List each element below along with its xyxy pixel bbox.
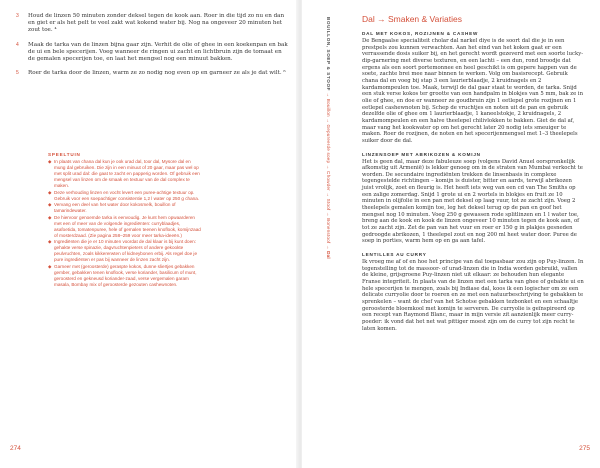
arrow-icon: → bbox=[326, 244, 331, 252]
running-head-item: Chowder bbox=[326, 171, 331, 191]
tip-text: Deze verhouding linzen en vocht levert een puree-achtige textuur op. Gebruik voor een soepachtiger consistentie 1,2 l water op 250 g chana. bbox=[54, 189, 200, 201]
tip-text: De hiervoor genoemde tarka is eenvoudig. Je kunt hem opwaarderen met een of meer van de volgende ingrediënten: curryblaadjes, asafoetida, tomatenpuree, hele of gemalen teenen knoflook, komijnzaad of mosterdzaad. (Zie pagina 258–259 voor meer tarka-ideeën.) bbox=[54, 214, 201, 238]
variation bbox=[362, 31, 584, 145]
variations-content bbox=[362, 14, 584, 339]
step-text: Houd de linzen 50 minuten zonder deksel tegen de kook aan. Roer in die tijd zo nu en dan en giet er als het pelt te veel zakt wat kokend water bij. Nog na ongeveer 20 minuten het zout toe. ⁴ bbox=[28, 13, 285, 34]
arrow-icon: → bbox=[326, 118, 331, 125]
section-title: Dal → Smaken & Variaties bbox=[362, 14, 462, 24]
running-head-item: Gepureerde soep bbox=[326, 124, 331, 164]
running-head-item: Bouillon bbox=[326, 98, 331, 117]
tip-text: Garneer met (geroosterde) geraspte kokos, dunne sliertjes gebakken gember, gebakken tenen knoflook, verse koriander, basilicum of munt, geroosterd en gekneusd koriander-zaad, verse vergemalen garam masala, Bombay mix of geroosterde gezouten cashewnoten. bbox=[54, 263, 197, 287]
arrow-icon: → bbox=[326, 192, 331, 199]
right-page bbox=[302, 0, 600, 468]
tip-item bbox=[48, 190, 203, 202]
tip-item bbox=[48, 239, 203, 263]
variation-heading: LENTILLES AU CURRY bbox=[362, 252, 427, 258]
step-number: 5 bbox=[16, 70, 19, 77]
tip-item bbox=[48, 264, 203, 288]
running-head-book: BOUILLON, SOEP & STOOF bbox=[326, 17, 331, 92]
page-number-left: 274 bbox=[10, 445, 21, 452]
tip-text: Vervang een deel van het water door kokosmelk, bouillon of tamarindewater. bbox=[54, 202, 176, 213]
recipe-step bbox=[16, 70, 290, 77]
tip-item bbox=[48, 215, 203, 239]
variation-heading: DAL MET KOKOS, ROZIJNEN & CASHEW bbox=[362, 31, 479, 36]
bullet-icon: ◆ bbox=[48, 189, 52, 195]
step-number: 3 bbox=[16, 13, 19, 19]
variation-body: De Bengaalse specialiteit cholar dal narkel diye is de soort dal die je in een prestpels zou kunnen verwachten. Aan het eind van het koken gaat er een verrassende dosis suiker bij, en het gerecht wordt gezeverd met een soorte lucky-dip-garnering met diverse texturen, en een lachti – een dun, rond broodje dat ergens als een soort portemonnee en heel geschikt is om gepere happen van de soete, zachte brei mee naar binnen te werken. Volg om basisrecept. Gebruik chana dal en voeg bij stap 3 een laurierblaadje, 2 kruidnagels en 2 kardamompeulen toe. Maak, terwijl de dal gaar staat te worden, de tarka. Snijd een stuk verse kokos ter grootte van een handpalm in blokjes van 5 mm, bak ze in olie of ghee, en doe er wanneer ze goudbruin zijn 1 eetlepel grote rozijnen en 1 eetlepel cashewnoten bij. Schep de vruchtjes en noten uit de pan en gebruik dezelfde olie of ghee om 1 laurierblaadje, 1 kaneelstokje, 2 kruidnagels, 2 kardamompeulen en een halve theelepel chilivlokken te bakken. Giet de dal af, maar vang het kookwater op om het gerecht later 20 nodig iets smeuiger te maken. Roer de rozijnen, de noten en het specerijenmengsel met 1–3 theelepels suiker door de dal. bbox=[362, 38, 584, 144]
bullet-icon: ◆ bbox=[48, 214, 52, 220]
step-number: 4 bbox=[16, 41, 19, 48]
bullet-icon: ◆ bbox=[48, 202, 52, 207]
tips-heading: SPEELTUIN bbox=[48, 152, 81, 157]
bullet-icon: ◆ bbox=[48, 159, 52, 164]
bullet-icon: ◆ bbox=[48, 263, 52, 269]
arrow-icon: → bbox=[326, 211, 331, 219]
tip-text: Ingrediënten die je er 10 minuten voordat de dal klaar is bij kunt doen: gehakte verse spinazie, dagvruchtenpieters of andere gekookte peulvruchten, zoals kikkererwten of kidneybonen erbij. Als regel doe je pure ingrediënten er pas bij wanneer de linzen zacht zijn. bbox=[54, 239, 197, 262]
step-text: Maak de tarka van de linzen bijna gaar zijn. Verhit de olie of ghee in een koekenpan en bak de ui en bele specerijen. Voeg wanneer de ringen ui zacht en lichtbruin zijn de tomaat en de gemalen specerijen toe, en laat het mengsel nog een minuut bakken. bbox=[28, 41, 288, 63]
step-text: Roer de tarka door de linzen, warm ze zo nodig nog even op en garneer ze als je dat wilt. ⁶ bbox=[28, 70, 286, 77]
variation-body: Ik vroeg me af of en hoe het principe van dal toepasbaar zou zijn op Puy-linzen. In tegenstelling tot de massoor- of urad-linzen die in India worden gebruikt, vallen de kleine, grijsgroene Puy-linzen niet uit elkaar: ze behouden hun elegante Franse integriteit. In plaats van de linzen met een tarka van ghee of gebakte ui en hele specerijen te mengen, zoals bij Indiase dal, koos ik een logischer om ze een delicate curryolie door te roeren en ze met een natuurbeschrijving te gebakken te sprenkelen – want de chef van het Schotse gebakken tezbonket en een schaaltje geroosterde bloemkool met komijn te serveren. De curryolie is geïnspireerd op een recept van Raymond Blanc, maar in mijn versie zit aanzienlijk meer curry-poeder: ik vond dat het net wat pittiger moest zijn om de curry tot zijn recht te laten komen. bbox=[362, 259, 584, 332]
variation bbox=[362, 152, 584, 246]
running-head-text bbox=[326, 17, 331, 259]
variation-body: Het is geen dal, maar deze fabuleuze soep (volgens David Anuel oorspronkelijk afkomstig uit Armenië) is lekker genoeg om in de straten van Mumbai verkocht te worden. De secundaire ingrediënten trekken de linsenbasis in complexe tegengestelde richtingen – komijn is duister, bitter en aards, terwijl abrikozen juist vrolijk, zoet en fleurig is. Het heeft iets weg van een cd van The Smiths op een zalige zomerdag. Snijd 1 grote ui en 2 wortels in blokjes en fruit ze 10 minuten in olijfolie in een pan met deksel op laag vuur, tot ze zacht zijn. Voeg 2 theelepels gemalen komijn toe, leg het deksel terug op de pan en goof het mengsel nog 10 minuten. Voeg 250 g gewassen rode splitlinzen en 1 l water toe, breng aan de kook en kook de linzen ongeveer 10 minuten tegen de kook aan, of tot ze zacht zijn. Zet de pan van het vuur en roer er 150 g in plakjes gesneden gedroogde abrikozen, 1 theelepel zout en nog 200 ml heet water door. Puree de soep in porties, warm hem op en ga aan tafel. bbox=[362, 158, 583, 245]
tips-box bbox=[48, 152, 203, 288]
running-head-item: Stoof bbox=[326, 198, 331, 211]
running-head-current: Dal bbox=[326, 251, 331, 259]
left-page bbox=[0, 0, 298, 468]
page-number-right: 275 bbox=[579, 445, 590, 452]
tip-item bbox=[48, 159, 203, 189]
recipe-step bbox=[16, 13, 290, 35]
tip-item bbox=[48, 202, 203, 214]
bullet-icon: ◆ bbox=[48, 239, 52, 244]
variation-heading: LINZENSOEP MET ABRIKOZEN & KOMIJN bbox=[362, 151, 481, 157]
running-head bbox=[321, 17, 333, 297]
recipe-step bbox=[16, 41, 290, 64]
arrow-icon: → bbox=[326, 92, 331, 99]
running-head-item: Bonenstoof bbox=[326, 218, 331, 244]
variation bbox=[362, 252, 584, 332]
tip-text: In plaats van chana dal kun je ook urad dal, toor dal, Mysore dal en mung dal gebruiken. Die zijn in een minuut of 20 gaar, maar pas wel op met split urad dal: die gaat te zacht en papperig worden. Of gebruik een mengsel van linzen om de smaak en textuur van de dal complex te maken. bbox=[54, 159, 200, 188]
recipe-steps bbox=[16, 13, 290, 84]
arrow-icon: → bbox=[326, 164, 331, 172]
